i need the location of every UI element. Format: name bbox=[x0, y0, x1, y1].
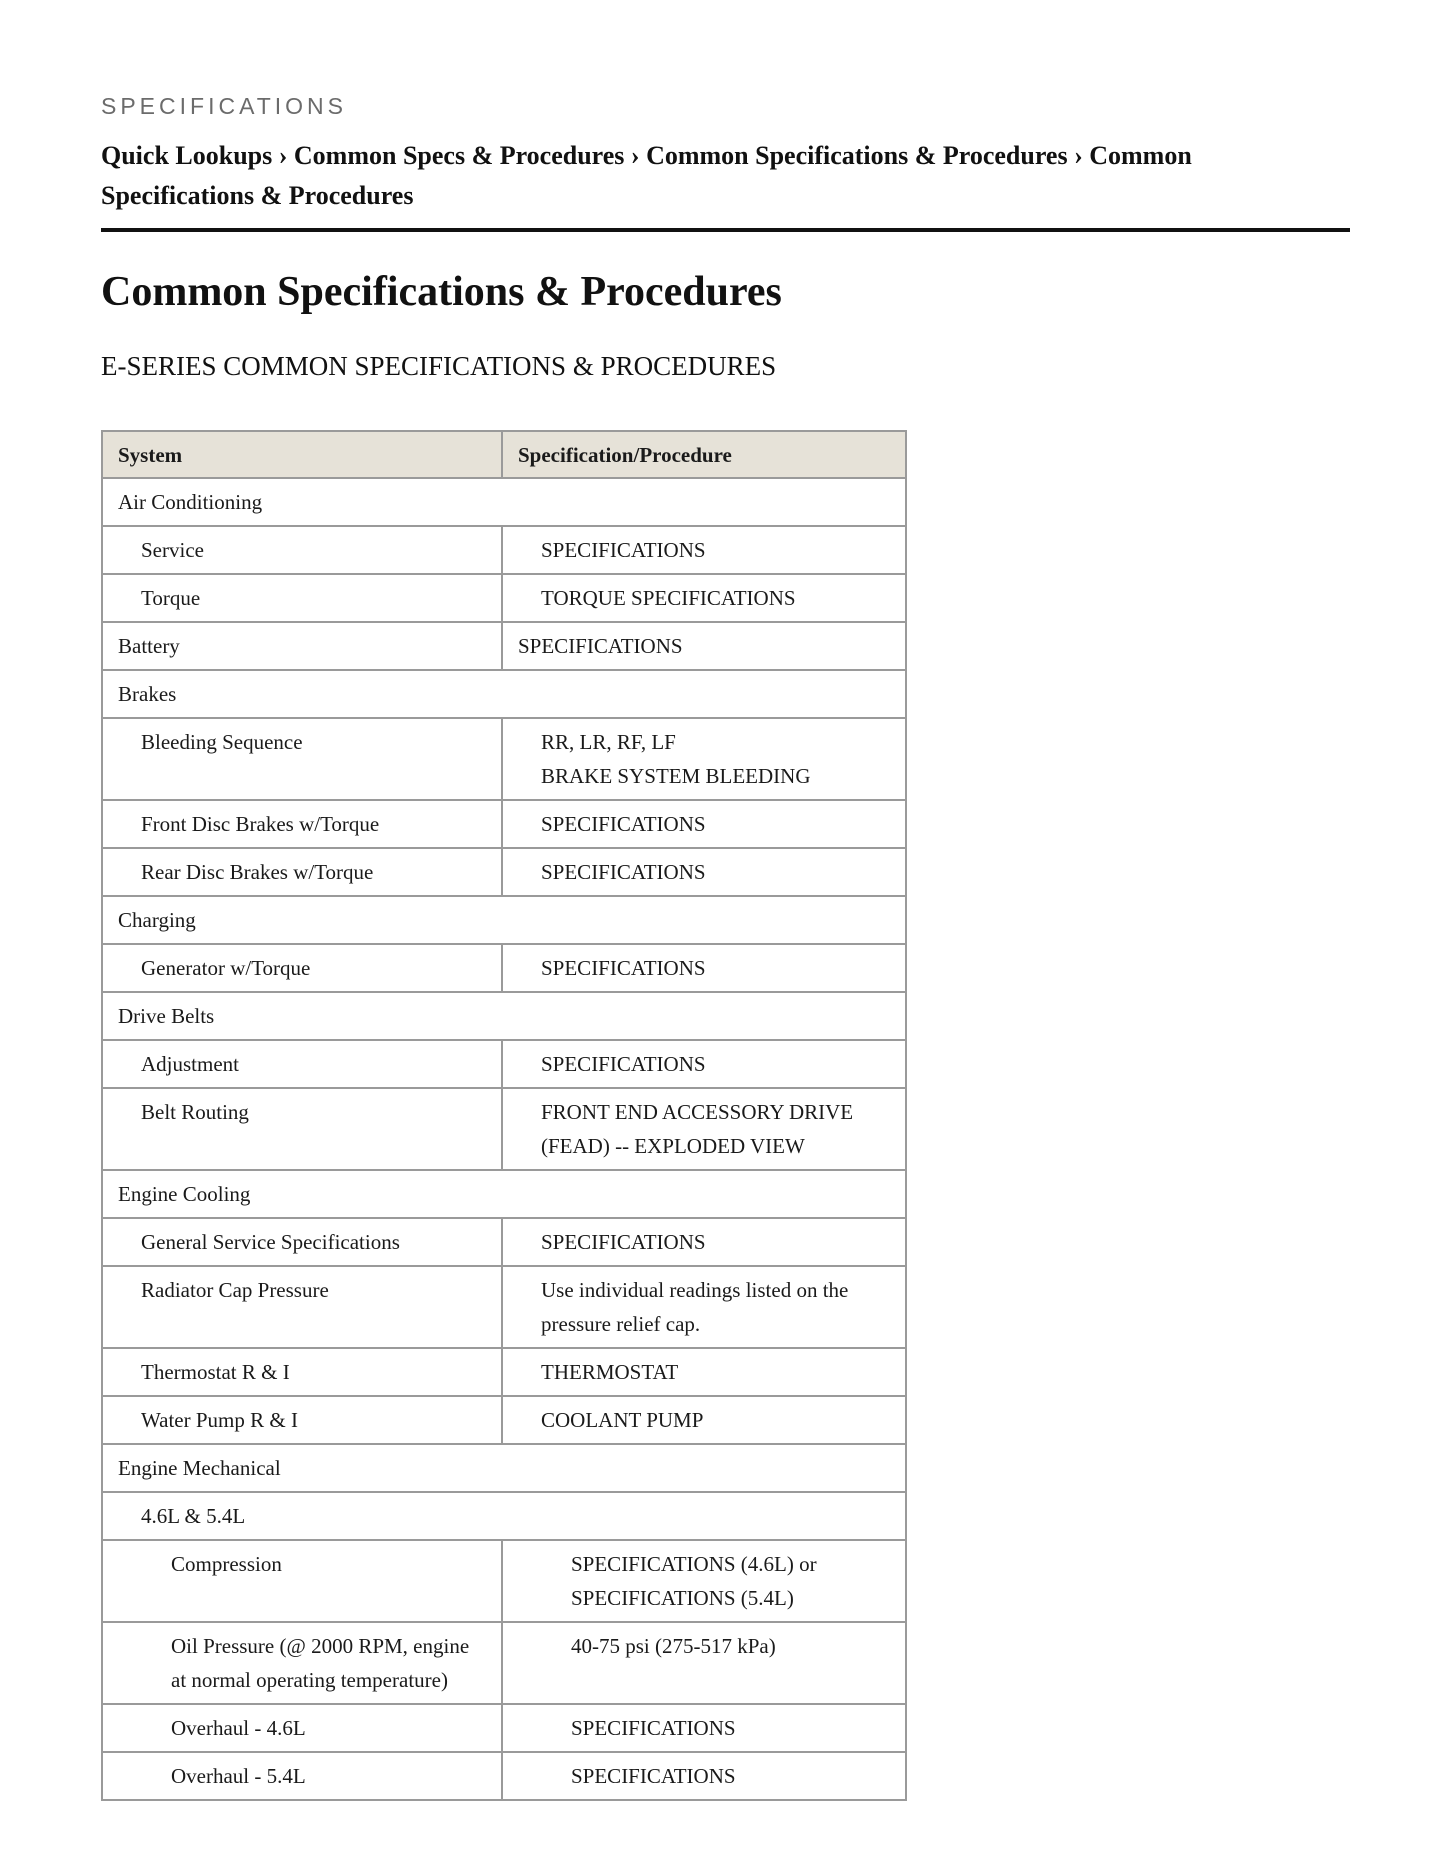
spec-cell bbox=[502, 1540, 906, 1622]
spec-value: TORQUE SPECIFICATIONS bbox=[541, 586, 796, 610]
group-label: Charging bbox=[102, 896, 906, 944]
system-cell: Bleeding Sequence bbox=[102, 718, 502, 800]
system-cell: Adjustment bbox=[102, 1040, 502, 1088]
table-row bbox=[102, 1622, 906, 1704]
system-cell: Thermostat R & I bbox=[102, 1348, 502, 1396]
system-cell: Radiator Cap Pressure bbox=[102, 1266, 502, 1348]
table-group-row bbox=[102, 478, 906, 526]
table-row bbox=[102, 1040, 906, 1088]
system-cell: Belt Routing bbox=[102, 1088, 502, 1170]
table-row bbox=[102, 526, 906, 574]
spec-cell bbox=[502, 1752, 906, 1800]
spec-value: COOLANT PUMP bbox=[541, 1408, 704, 1432]
group-label: Air Conditioning bbox=[102, 478, 906, 526]
spec-cell bbox=[502, 1088, 906, 1170]
table-group-row bbox=[102, 1492, 906, 1540]
system-cell: Service bbox=[102, 526, 502, 574]
table-row bbox=[102, 718, 906, 800]
spec-cell bbox=[502, 1266, 906, 1348]
spec-value: SPECIFICATIONS bbox=[541, 538, 706, 562]
table-row bbox=[102, 622, 906, 670]
table-row bbox=[102, 1266, 906, 1348]
spec-cell bbox=[502, 848, 906, 896]
table-row bbox=[102, 1348, 906, 1396]
spec-value: SPECIFICATIONS bbox=[518, 634, 683, 658]
system-cell: Generator w/Torque bbox=[102, 944, 502, 992]
spec-cell bbox=[502, 800, 906, 848]
group-label: Drive Belts bbox=[102, 992, 906, 1040]
spec-cell bbox=[502, 1218, 906, 1266]
system-cell: Torque bbox=[102, 574, 502, 622]
system-cell: Front Disc Brakes w/Torque bbox=[102, 800, 502, 848]
spec-cell bbox=[502, 574, 906, 622]
section-label: SPECIFICATIONS bbox=[101, 93, 347, 119]
specifications-table bbox=[101, 430, 907, 1801]
spec-value: SPECIFICATIONS (5.4L) bbox=[571, 1586, 794, 1610]
page-title: Common Specifications & Procedures bbox=[101, 269, 782, 315]
system-cell: Oil Pressure (@ 2000 RPM, engine at normal operating temperature) bbox=[102, 1622, 502, 1704]
column-header-spec: Specification/Procedure bbox=[502, 431, 906, 478]
spec-value: SPECIFICATIONS bbox=[541, 812, 706, 836]
spec-cell bbox=[502, 526, 906, 574]
table-group-row bbox=[102, 1170, 906, 1218]
spec-cell bbox=[502, 1348, 906, 1396]
table-row bbox=[102, 1540, 906, 1622]
spec-cell bbox=[502, 718, 906, 800]
spec-value: SPECIFICATIONS bbox=[541, 860, 706, 884]
table-group-row bbox=[102, 992, 906, 1040]
header-divider bbox=[101, 228, 1350, 232]
table-row bbox=[102, 848, 906, 896]
spec-cell bbox=[502, 944, 906, 992]
spec-value: FRONT END ACCESSORY DRIVE (FEAD) -- EXPLODED VIEW bbox=[541, 1100, 854, 1158]
spec-cell bbox=[502, 1704, 906, 1752]
system-cell: Overhaul - 5.4L bbox=[102, 1752, 502, 1800]
spec-value: SPECIFICATIONS bbox=[541, 1230, 706, 1254]
spec-value: RR, LR, RF, LF bbox=[541, 730, 676, 754]
table-row bbox=[102, 944, 906, 992]
spec-value: SPECIFICATIONS bbox=[571, 1764, 736, 1788]
group-label: Engine Mechanical bbox=[102, 1444, 906, 1492]
table-row bbox=[102, 1088, 906, 1170]
table-group-row bbox=[102, 896, 906, 944]
table-group-row bbox=[102, 1444, 906, 1492]
spec-value: Use individual readings listed on the pressure relief cap. bbox=[541, 1278, 849, 1336]
table-body bbox=[102, 478, 906, 1800]
spec-value: SPECIFICATIONS bbox=[541, 1052, 706, 1076]
table-group-row bbox=[102, 670, 906, 718]
spec-value: THERMOSTAT bbox=[541, 1360, 679, 1384]
table-header-row bbox=[102, 431, 906, 478]
system-cell: Water Pump R & I bbox=[102, 1396, 502, 1444]
group-label: Engine Cooling bbox=[102, 1170, 906, 1218]
spec-value: 40-75 psi (275-517 kPa) bbox=[571, 1634, 776, 1658]
table-row bbox=[102, 1218, 906, 1266]
spec-value: SPECIFICATIONS bbox=[541, 956, 706, 980]
spec-value: SPECIFICATIONS bbox=[571, 1716, 736, 1740]
spec-cell bbox=[502, 622, 906, 670]
system-cell: Compression bbox=[102, 1540, 502, 1622]
group-label: 4.6L & 5.4L bbox=[102, 1492, 906, 1540]
spec-cell bbox=[502, 1396, 906, 1444]
system-cell: Overhaul - 4.6L bbox=[102, 1704, 502, 1752]
breadcrumb: Quick Lookups › Common Specs & Procedures › Common Specifications & Procedures › Common Specifications & Procedures bbox=[101, 141, 1192, 210]
page-subtitle: E-SERIES COMMON SPECIFICATIONS & PROCEDURES bbox=[101, 351, 777, 381]
spec-cell bbox=[502, 1040, 906, 1088]
spec-value: BRAKE SYSTEM BLEEDING bbox=[541, 764, 811, 788]
table-row bbox=[102, 1752, 906, 1800]
system-cell: Battery bbox=[102, 622, 502, 670]
system-cell: General Service Specifications bbox=[102, 1218, 502, 1266]
spec-value: SPECIFICATIONS (4.6L) or bbox=[571, 1552, 817, 1576]
table-row bbox=[102, 1396, 906, 1444]
spec-cell bbox=[502, 1622, 906, 1704]
table-row bbox=[102, 1704, 906, 1752]
group-label: Brakes bbox=[102, 670, 906, 718]
system-cell: Rear Disc Brakes w/Torque bbox=[102, 848, 502, 896]
table-row bbox=[102, 574, 906, 622]
column-header-system: System bbox=[102, 431, 502, 478]
table-row bbox=[102, 800, 906, 848]
